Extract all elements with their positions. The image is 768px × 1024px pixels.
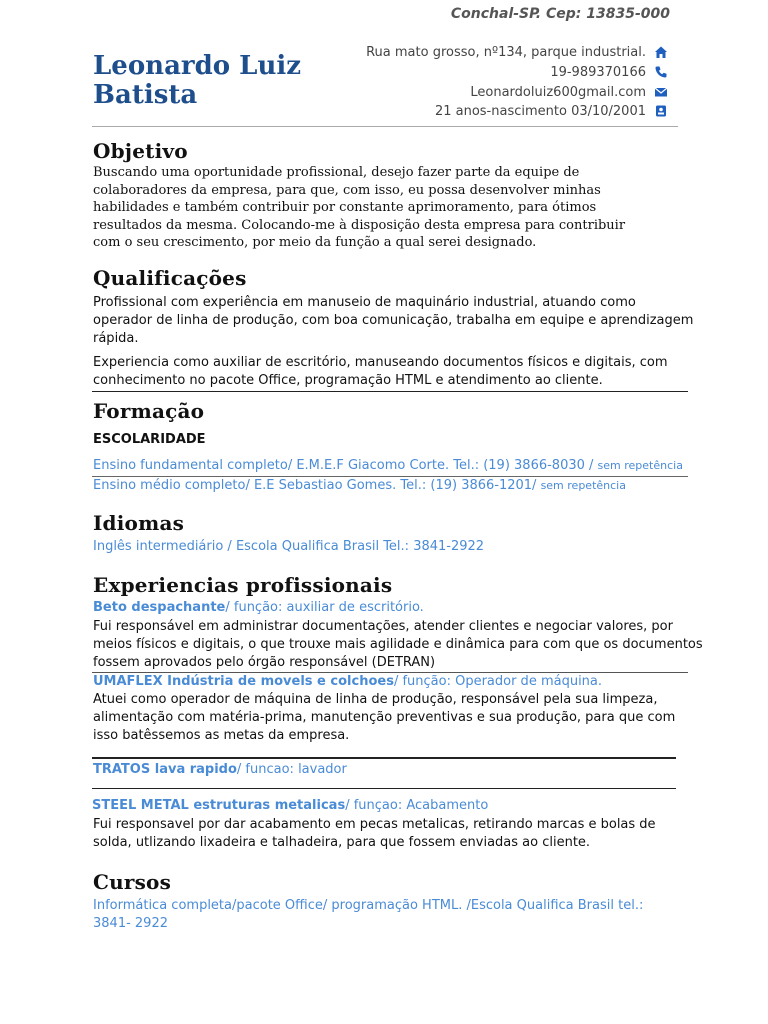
job-divider — [92, 757, 676, 759]
formacao-item-note: sem repetência — [597, 459, 683, 472]
cursos-line: 3841- 2922 — [93, 916, 168, 931]
job-company: STEEL METAL estruturas metalicas — [92, 798, 346, 813]
job-title — [93, 674, 602, 689]
job-line: Fui responsável em administrar documentações, atender clientes e negociar valores, por — [93, 619, 673, 634]
job-line: Atuei como operador de máquina de linha de produção, responsável pela sua limpeza, — [93, 692, 658, 707]
idiomas-heading: Idiomas — [93, 511, 185, 535]
job-company: TRATOS lava rapido — [93, 762, 237, 777]
qualificacoes-line: rápida. — [93, 331, 139, 346]
job-line: isso batêssemos as metas da empresa. — [93, 728, 350, 743]
cursos-heading: Cursos — [93, 870, 172, 894]
job-company: Beto despachante — [93, 600, 226, 615]
qualificacoes-line: Profissional com experiência em manuseio de maquinário industrial, atuando como — [93, 295, 636, 310]
objetivo-line: Buscando uma oportunidade profissional, desejo fazer parte da equipe de — [93, 165, 580, 180]
formacao-divider — [92, 476, 688, 477]
job-line: alimentação com matéria-prima, manutenção preventivas e sua produção, para que com — [93, 710, 676, 725]
job-description — [93, 816, 656, 852]
job-description — [93, 691, 675, 745]
job-company: UMAFLEX Indústria de movels e colchoes — [93, 674, 394, 689]
address-text: Rua mato grosso, nº134, parque industrial. — [366, 45, 646, 60]
job-divider — [92, 672, 688, 673]
formacao-item — [93, 458, 683, 473]
email-text: Leonardoluiz600gmail.com — [470, 85, 646, 100]
escolaridade-subtitle: ESCOLARIDADE — [93, 432, 206, 447]
cursos-line: Informática completa/pacote Office/ programação HTML. /Escola Qualifica Brasil tel.: — [93, 898, 644, 913]
formacao-item-text: Ensino fundamental completo/ E.M.E.F Giacomo Corte. Tel.: (19) 3866-8030 / — [93, 458, 598, 473]
qualificacoes-line: operador de linha de produção, com boa comunicação, trabalha em equipe e aprendizagem — [93, 313, 694, 328]
objetivo-line: resultados da mesma. Colocando-me à disposição desta empresa para contribuir — [93, 217, 626, 233]
qualificacoes-paragraph-1 — [93, 294, 693, 348]
header-divider — [92, 126, 678, 127]
qualificacoes-line: Experiencia como auxiliar de escritório, manuseando documentos físicos e digitais, com — [93, 355, 668, 370]
objetivo-text — [93, 164, 625, 252]
candidate-name — [93, 52, 301, 110]
formacao-item-note: sem repetência — [540, 479, 626, 492]
qualificacoes-heading: Qualificações — [93, 266, 247, 290]
name-line-1: Leonardo Luiz — [93, 51, 302, 81]
phone-text: 19-989370166 — [550, 65, 646, 80]
job-title — [93, 600, 424, 615]
age-birth-text: 21 anos-nascimento 03/10/2001 — [434, 104, 646, 119]
job-role: / função: Operador de máquina. — [393, 674, 603, 689]
job-line: Fui responsavel por dar acabamento em pecas metalicas, retirando marcas e bolas de — [93, 817, 656, 832]
objetivo-line: com o seu crescimento, por meio da função a qual serei designado. — [93, 235, 537, 251]
formacao-heading: Formação — [93, 399, 205, 423]
qualificacoes-divider — [92, 391, 688, 392]
formacao-item-text: Ensino médio completo/ E.E Sebastiao Gomes. Tel.: (19) 3866-1201/ — [93, 478, 541, 493]
job-line: solda, utlizando lixadeira e talhadeira, para que fossem enviadas ao cliente. — [93, 835, 591, 850]
objetivo-line: colaboradores da empresa, para que, com isso, eu possa desenvolver minhas — [93, 182, 601, 198]
email-icon — [654, 85, 668, 99]
location-line: Conchal-SP. Cep: 13835-000 — [450, 6, 670, 22]
qualificacoes-line: conhecimento no pacote Office, programação HTML e atendimento ao cliente. — [93, 373, 603, 388]
job-title — [92, 798, 488, 813]
job-line: fossem aprovados pelo órgão responsável (DETRAN) — [93, 655, 436, 670]
job-role: / funcao: lavador — [236, 762, 347, 777]
job-divider — [92, 788, 676, 789]
badge-icon — [654, 104, 668, 118]
job-title — [93, 762, 347, 777]
qualificacoes-paragraph-2 — [93, 354, 668, 390]
job-role: / funçao: Acabamento — [345, 798, 489, 813]
objetivo-heading: Objetivo — [93, 139, 188, 163]
job-description — [93, 618, 703, 672]
phone-icon — [654, 65, 668, 79]
formacao-item — [93, 478, 626, 493]
home-icon — [654, 45, 668, 59]
job-role: / função: auxiliar de escritório. — [225, 600, 424, 615]
job-line: meios físicos e digitais, o que trouxe mais agilidade e dinâmica para com que os documentos — [93, 637, 703, 652]
idiomas-item: Inglês intermediário / Escola Qualifica Brasil Tel.: 3841-2922 — [93, 539, 485, 554]
experiencias-heading: Experiencias profissionais — [93, 573, 393, 597]
name-line-2: Batista — [93, 80, 198, 110]
objetivo-line: habilidades e também contribuir por constante aprimoramento, para ótimos — [93, 200, 597, 216]
cursos-item — [93, 897, 643, 933]
